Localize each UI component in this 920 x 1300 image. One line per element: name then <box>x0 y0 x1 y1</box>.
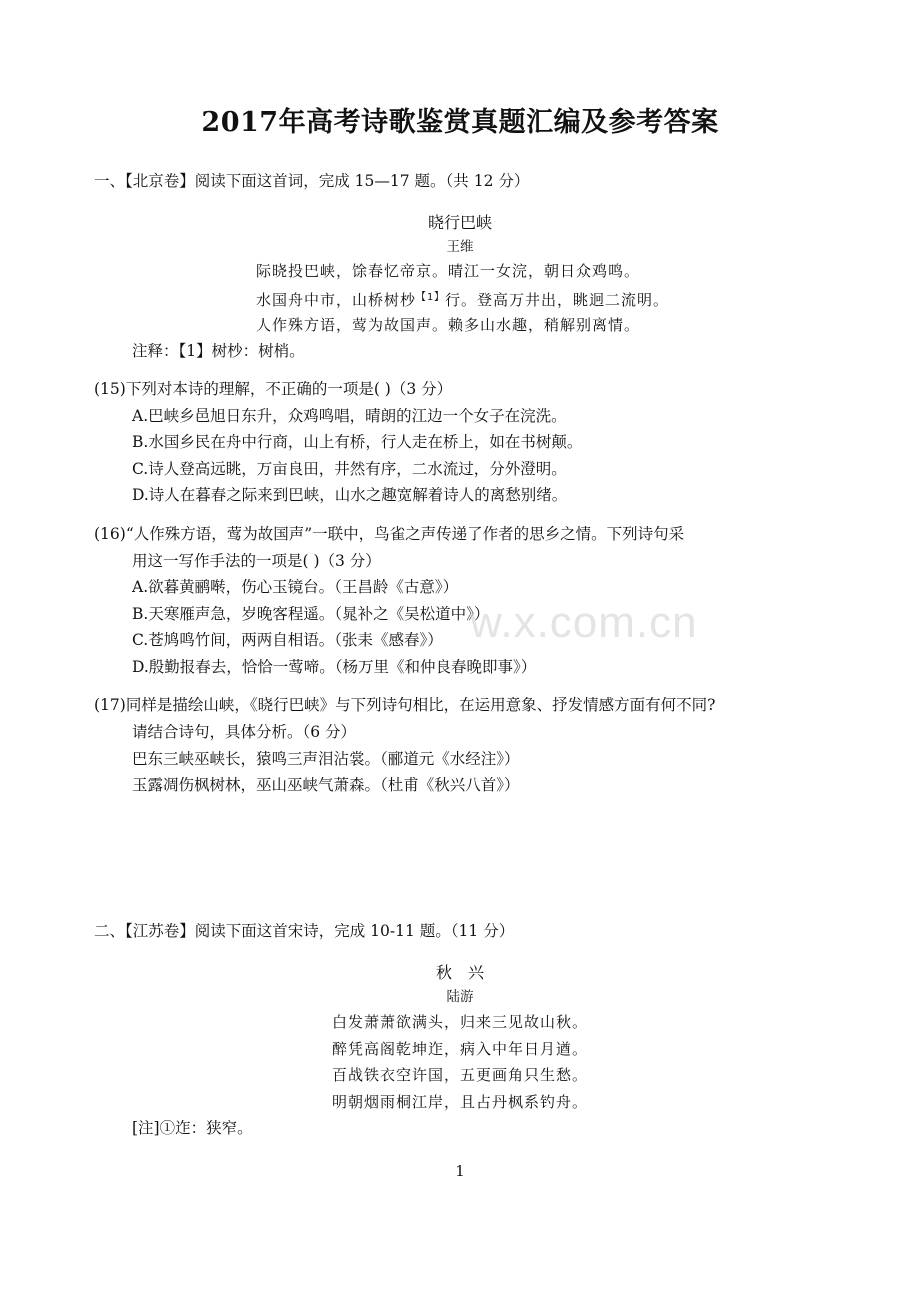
poem1-line-3: 人作殊方语，莺为故国声。赖多山水趣，稍解别离情。 <box>256 316 641 334</box>
poem2-author: 陆游 <box>446 989 474 1005</box>
q16-option-c: C.苍鸠鸣竹间，两两自相语。（张耒《感春》） <box>132 631 443 649</box>
poem2-line-4: 明朝烟雨桐江岸，且占丹枫系钓舟。 <box>332 1093 589 1111</box>
q16-option-b: B.天寒雁声急，岁晚客程遥。（晁补之《吴松道中》） <box>132 605 490 623</box>
poem1-author: 王维 <box>446 239 474 255</box>
q17-quote-1: 巴东三峡巫峡长，猿鸣三声泪沾裳。（郦道元《水经注》） <box>132 750 520 768</box>
watermark: w.x.com.cn <box>470 598 698 647</box>
poem1-note: 注释：【1】树杪：树梢。 <box>132 342 305 360</box>
q15-option-a: A.巴峡乡邑旭日东升，众鸡鸣唱，晴朗的江边一个女子在浣洗。 <box>132 407 567 425</box>
document-title: 2017年高考诗歌鉴赏真题汇编及参考答案 <box>201 107 719 138</box>
poem2-line-2: 醉凭高阁乾坤迮，病入中年日月遒。 <box>332 1040 589 1058</box>
q17-quote-2: 玉露凋伤枫树林，巫山巫峡气萧森。（杜甫《秋兴八首》） <box>132 776 520 794</box>
page-number: 1 <box>455 1162 465 1180</box>
poem1-line-2 <box>256 287 669 311</box>
q15-option-d: D.诗人在暮春之际来到巴峡，山水之趣宽解着诗人的离愁别绪。 <box>132 486 568 504</box>
q17-stem-line1: (17)同样是描绘山峡，《晓行巴峡》与下列诗句相比，在运用意象、抒发情感方面有何不同? <box>94 696 716 714</box>
poem2-title: 秋 兴 <box>435 963 484 982</box>
q16-option-d: D.殷勤报春去，恰恰一莺啼。（杨万里《和仲良春晚即事》） <box>132 658 537 676</box>
poem1-line-2-part2: 行。登高万井出，眺迥二流明。 <box>445 291 670 309</box>
q16-stem-line1: (16)“人作殊方语，莺为故国声”一联中，鸟雀之声传递了作者的思乡之情。下列诗句采 <box>94 525 685 543</box>
section2-heading: 二、【江苏卷】阅读下面这首宋诗，完成 10-11 题。（11 分） <box>94 922 515 940</box>
q16-option-a: A.欲暮黄鹂啭，伤心玉镜台。（王昌龄《古意》） <box>132 578 459 596</box>
poem1-line-1: 际晓投巴峡，馀春忆帝京。晴江一女浣，朝日众鸡鸣。 <box>256 262 641 280</box>
q15-option-c: C.诗人登高远眺，万亩良田，井然有序，二水流过，分外澄明。 <box>132 460 567 478</box>
poem2-line-1: 白发萧萧欲满头，归来三见故山秋。 <box>332 1013 589 1031</box>
poem2-line-3: 百战铁衣空许国，五更画角只生愁。 <box>332 1066 589 1084</box>
poem1-title: 晓行巴峡 <box>427 213 492 232</box>
footnote-marker: 【1】 <box>416 292 446 303</box>
q15-option-b: B.水国乡民在舟中行商，山上有桥，行人走在桥上，如在书树颠。 <box>132 433 583 451</box>
q15-stem: (15)下列对本诗的理解，不正确的一项是( )（3 分） <box>94 380 453 398</box>
poem1-line-2-part1: 水国舟中市，山桥树杪 <box>256 291 417 309</box>
poem2-note: [注]①迮：狭窄。 <box>132 1119 253 1137</box>
section1-heading: 一、【北京卷】阅读下面这首词，完成 15—17 题。（共 12 分） <box>94 172 530 190</box>
q17-stem-line2: 请结合诗句，具体分析。（6 分） <box>132 723 357 741</box>
q16-stem-line2: 用这一写作手法的一项是( )（3 分） <box>132 552 381 570</box>
